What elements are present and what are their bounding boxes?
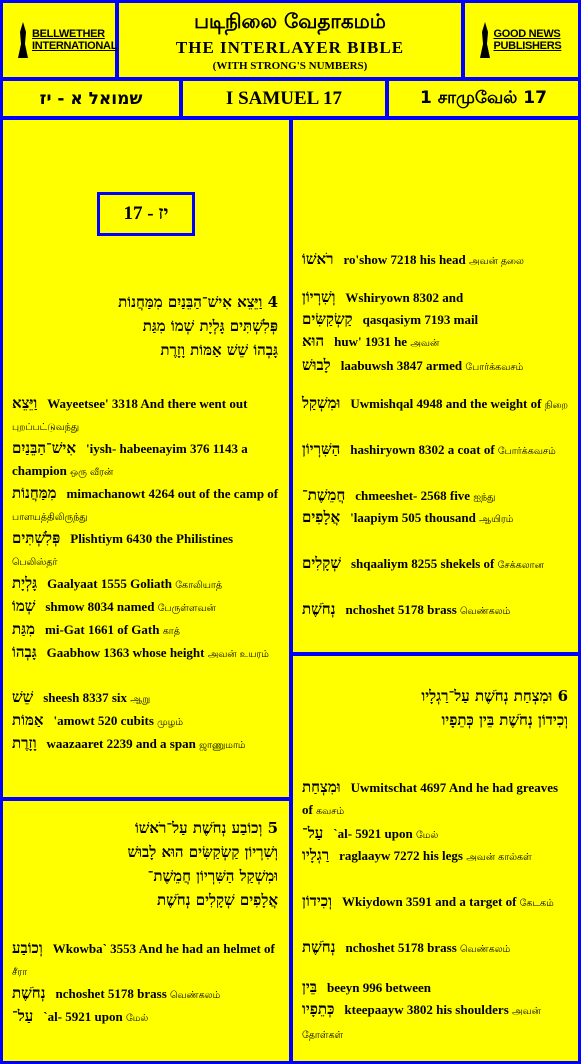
hebrew-line: גָּבְהוֹ שֵׁשׁ אַמּוֹת וָזָרֶת bbox=[160, 341, 278, 359]
transliteration-gloss: 'iysh- habeenayim 376 1143 a champion bbox=[12, 441, 248, 478]
hebrew-word: שֵׁשׁ bbox=[12, 688, 34, 706]
transliteration-gloss: chmeeshet- 2568 five bbox=[355, 488, 474, 503]
transliteration-gloss: ro'show 7218 his head bbox=[343, 252, 469, 267]
tamil-gloss: வெண்கலம் bbox=[460, 606, 511, 617]
word-entry bbox=[12, 1005, 280, 1030]
hebrew-word: לָבוּשׁ bbox=[302, 356, 331, 374]
hebrew-word: וּמִשְׁקַל bbox=[302, 394, 341, 412]
hebrew-word: עַל־ bbox=[12, 1007, 34, 1025]
hebrew-word: וּמִצְחַת bbox=[302, 778, 341, 796]
book-bar-tamil: 1 சாமுவேல் 17 bbox=[389, 81, 578, 116]
transliteration-gloss: Wkowba` 3553 And he had an helmet of bbox=[52, 941, 275, 956]
tamil-gloss: கவசம் bbox=[316, 806, 345, 817]
right-logo-text: GOOD NEWS PUBLISHERS bbox=[493, 28, 562, 52]
word-entry bbox=[12, 709, 280, 734]
hebrew-word: וְכִידוֹן bbox=[302, 892, 332, 910]
word-entry bbox=[302, 330, 570, 355]
tamil-gloss: ஆறு bbox=[130, 694, 151, 705]
hebrew-word: נְחֹשֶׁת bbox=[302, 600, 336, 618]
word-entry bbox=[12, 392, 280, 439]
hebrew-word: אִישׁ־הַבֵּנַיִם bbox=[12, 439, 76, 457]
word-entry bbox=[12, 937, 280, 984]
left-logo-text: BELLWETHER INTERNATIONAL bbox=[32, 28, 118, 52]
tamil-gloss: வெண்கலம் bbox=[460, 944, 511, 955]
chapter-box: יז - 17 bbox=[97, 192, 195, 236]
word-entry bbox=[12, 595, 280, 620]
tamil-gloss: மேல் bbox=[125, 1013, 149, 1024]
hebrew-line: וְכִידוֹן נְחֹשֶׁת בֵּין כְּתֵפָיו bbox=[441, 711, 568, 729]
hebrew-word: וָזָרֶת bbox=[12, 734, 37, 752]
hebrew-line: וּמִשְׁקַל הַשִּׁרְיוֹן חֲמֵשֶׁת־ bbox=[147, 867, 278, 885]
transliteration-gloss: sheesh 8337 six bbox=[43, 690, 131, 705]
tamil-gloss: அவன் bbox=[410, 338, 440, 349]
hebrew-word: רַגְלָיו bbox=[302, 846, 330, 864]
hebrew-word: חֲמֵשֶׁת־ bbox=[302, 486, 346, 504]
tamil-gloss: அவன் தலை bbox=[468, 256, 524, 267]
transliteration-gloss: mi-Gat 1661 of Gath bbox=[45, 622, 163, 637]
transliteration-gloss: huw' 1931 he bbox=[334, 334, 411, 349]
transliteration-gloss: Plishtiym 6430 the Philistines bbox=[70, 531, 234, 546]
word-entry bbox=[12, 732, 280, 757]
transliteration-gloss: kteepaayw 3802 his shoulders bbox=[344, 1002, 512, 1017]
transliteration-gloss: beeyn 996 between bbox=[327, 980, 431, 995]
transliteration-gloss: Gaabhow 1363 whose height bbox=[46, 645, 208, 660]
tamil-gloss: புறப்பட்டுவந்து bbox=[12, 422, 80, 433]
hebrew-word: נְחֹשֶׁת bbox=[12, 984, 46, 1002]
tamil-gloss: பாளயத்திலிருந்து bbox=[12, 512, 88, 523]
tamil-gloss: மேல் bbox=[415, 830, 439, 841]
tamil-gloss: முழம் bbox=[157, 717, 183, 728]
book-bar-hebrew: שמואל א - יז bbox=[3, 81, 179, 116]
word-entry bbox=[12, 482, 280, 529]
title-sub: (WITH STRONG'S NUMBERS) bbox=[212, 60, 368, 72]
word-entry bbox=[302, 308, 570, 331]
transliteration-gloss: Wayeetsee' 3318 And there went out bbox=[47, 396, 248, 411]
tamil-gloss: கேடகம் bbox=[519, 898, 554, 909]
tamil-gloss: அவன் உயரம் bbox=[207, 649, 269, 660]
word-entry bbox=[302, 354, 570, 379]
word-entry bbox=[12, 982, 280, 1007]
word-entry bbox=[12, 618, 280, 643]
transliteration-gloss: mimachanowt 4264 out of the camp of bbox=[66, 486, 279, 501]
word-entry bbox=[302, 890, 570, 915]
transliteration-gloss: Wshiryown 8302 and bbox=[345, 290, 464, 305]
transliteration-gloss: shqaaliym 8255 shekels of bbox=[350, 556, 498, 571]
hebrew-line: 4 וַיֵּצֵא אִישׁ־הַבֵּנַיִם מִמַּחֲנוֹת bbox=[118, 293, 278, 311]
hebrew-word: פְּלִשְׁתִּים bbox=[12, 529, 61, 547]
word-entry bbox=[302, 776, 570, 823]
hebrew-word: אַמּוֹת bbox=[12, 711, 44, 729]
tamil-gloss: அவன் கால்கள் bbox=[466, 852, 532, 863]
bellwether-icon bbox=[16, 20, 30, 60]
tamil-gloss: பேருள்ளவன் bbox=[157, 603, 216, 614]
tamil-gloss: அவன் தோள்கள் bbox=[302, 1006, 541, 1041]
book-bar-english: I SAMUEL 17 bbox=[183, 81, 385, 116]
tamil-gloss: ஜாணுமாம் bbox=[199, 740, 246, 751]
tamil-gloss: ஐந்து bbox=[473, 492, 496, 503]
word-entry bbox=[12, 572, 280, 597]
word-entry bbox=[12, 437, 280, 484]
transliteration-gloss: hashiryown 8302 a coat of bbox=[350, 442, 498, 457]
transliteration-gloss: 'amowt 520 cubits bbox=[53, 713, 158, 728]
word-entry bbox=[302, 438, 570, 463]
verse5-hebrew-text bbox=[12, 816, 278, 912]
tamil-gloss: ஆயிரம் bbox=[479, 514, 514, 525]
word-entry bbox=[302, 976, 570, 999]
transliteration-gloss: Gaalyaat 1555 Goliath bbox=[47, 576, 176, 591]
tamil-gloss: போர்க்கவசம் bbox=[497, 446, 556, 457]
transliteration-gloss: shmow 8034 named bbox=[45, 599, 158, 614]
word-entry bbox=[302, 286, 570, 309]
transliteration-gloss: qasqasiym 7193 mail bbox=[362, 312, 479, 327]
word-entry bbox=[302, 552, 570, 577]
tamil-gloss: காத் bbox=[162, 626, 180, 637]
tamil-gloss: பெலிஸ்தர் bbox=[12, 557, 58, 568]
title-tamil: படிநிலை வேதாகமம் bbox=[194, 9, 386, 33]
hebrew-word: הוּא bbox=[302, 332, 325, 350]
tamil-gloss: நிறை bbox=[544, 400, 569, 411]
tamil-gloss: போர்க்கவசம் bbox=[465, 362, 524, 373]
hebrew-line: 6 וּמִצְחַת נְחֹשֶׁת עַל־רַגְלָיו bbox=[421, 687, 568, 705]
tamil-gloss: ஒரு வீரன் bbox=[70, 467, 114, 478]
word-entry bbox=[12, 527, 280, 574]
hebrew-line: פְּלִשְׁתִּים גָּלְיָת שְׁמוֹ מִגַּת bbox=[142, 317, 278, 335]
transliteration-gloss: waazaaret 2239 and a span bbox=[46, 736, 200, 751]
word-entry bbox=[302, 998, 570, 1047]
hebrew-line: וְשִׁרְיוֹן קַשְׂקַשִּׂים הוּא לָבוּשׁ bbox=[127, 843, 278, 861]
word-entry bbox=[302, 936, 570, 961]
hebrew-word: שְׁמוֹ bbox=[12, 597, 36, 615]
transliteration-gloss: raglaayw 7272 his legs bbox=[339, 848, 467, 863]
good-news-icon bbox=[478, 20, 492, 60]
word-entry bbox=[302, 392, 570, 417]
verse4-hebrew-text bbox=[12, 290, 278, 362]
word-entry bbox=[302, 248, 570, 273]
publisher-logo-right bbox=[465, 3, 578, 77]
transliteration-gloss: Uwmishqal 4948 and the weight of bbox=[350, 396, 545, 411]
hebrew-word: וְשִׁרְיוֹן bbox=[302, 288, 336, 306]
transliteration-gloss: nchoshet 5178 brass bbox=[345, 940, 461, 955]
tamil-gloss: கோலியாத் bbox=[175, 580, 223, 591]
word-entry bbox=[302, 506, 570, 531]
transliteration-gloss: Wkiydown 3591 and a target of bbox=[341, 894, 520, 909]
verse6-hebrew-text bbox=[300, 684, 568, 732]
word-entry bbox=[12, 641, 280, 666]
word-entry bbox=[302, 844, 570, 869]
transliteration-gloss: `al- 5921 upon bbox=[43, 1009, 126, 1024]
hebrew-word: מִמַּחֲנוֹת bbox=[12, 484, 57, 502]
hebrew-line: 5 וְכוֹבַע נְחֹשֶׁת עַל־רֹאשׁוֹ bbox=[134, 819, 278, 837]
hebrew-word: רֹאשׁוֹ bbox=[302, 250, 334, 268]
transliteration-gloss: `al- 5921 upon bbox=[333, 826, 416, 841]
hebrew-word: גָּלְיָת bbox=[12, 574, 38, 592]
hebrew-word: עַל־ bbox=[302, 824, 324, 842]
hebrew-word: שְׁקָלִים bbox=[302, 554, 341, 572]
word-entry bbox=[12, 686, 280, 711]
hebrew-word: קַשְׂקַשִּׂים bbox=[302, 310, 353, 328]
hebrew-line: אֲלָפִים שְׁקָלִים נְחֹשֶׁת bbox=[156, 891, 278, 909]
hebrew-word: הַשִּׁרְיוֹן bbox=[302, 440, 341, 458]
hebrew-word: בֵּין bbox=[302, 978, 317, 996]
transliteration-gloss: nchoshet 5178 brass bbox=[345, 602, 461, 617]
tamil-gloss: சீரா bbox=[12, 967, 28, 978]
hebrew-word: וַיֵּצֵא bbox=[12, 394, 38, 412]
transliteration-gloss: laabuwsh 3847 armed bbox=[340, 358, 466, 373]
word-entry bbox=[302, 598, 570, 623]
title-block bbox=[119, 3, 461, 77]
tamil-gloss: வெண்கலம் bbox=[170, 990, 221, 1001]
hebrew-word: אֲלָפִים bbox=[302, 508, 341, 526]
transliteration-gloss: 'laapiym 505 thousand bbox=[350, 510, 480, 525]
title-main: THE INTERLAYER BIBLE bbox=[175, 38, 405, 57]
transliteration-gloss: Uwmitschat 4697 And he had greaves of bbox=[302, 780, 559, 817]
hebrew-word: וְכוֹבַע bbox=[12, 939, 43, 957]
hebrew-word: גָּבְהוֹ bbox=[12, 643, 37, 661]
tamil-gloss: சேக்கலான bbox=[497, 560, 544, 571]
transliteration-gloss: nchoshet 5178 brass bbox=[55, 986, 171, 1001]
publisher-logo-left bbox=[3, 3, 118, 77]
hebrew-word: נְחֹשֶׁת bbox=[302, 938, 336, 956]
hebrew-word: כְּתֵפָיו bbox=[302, 1000, 335, 1018]
hebrew-word: מִגַּת bbox=[12, 620, 35, 638]
